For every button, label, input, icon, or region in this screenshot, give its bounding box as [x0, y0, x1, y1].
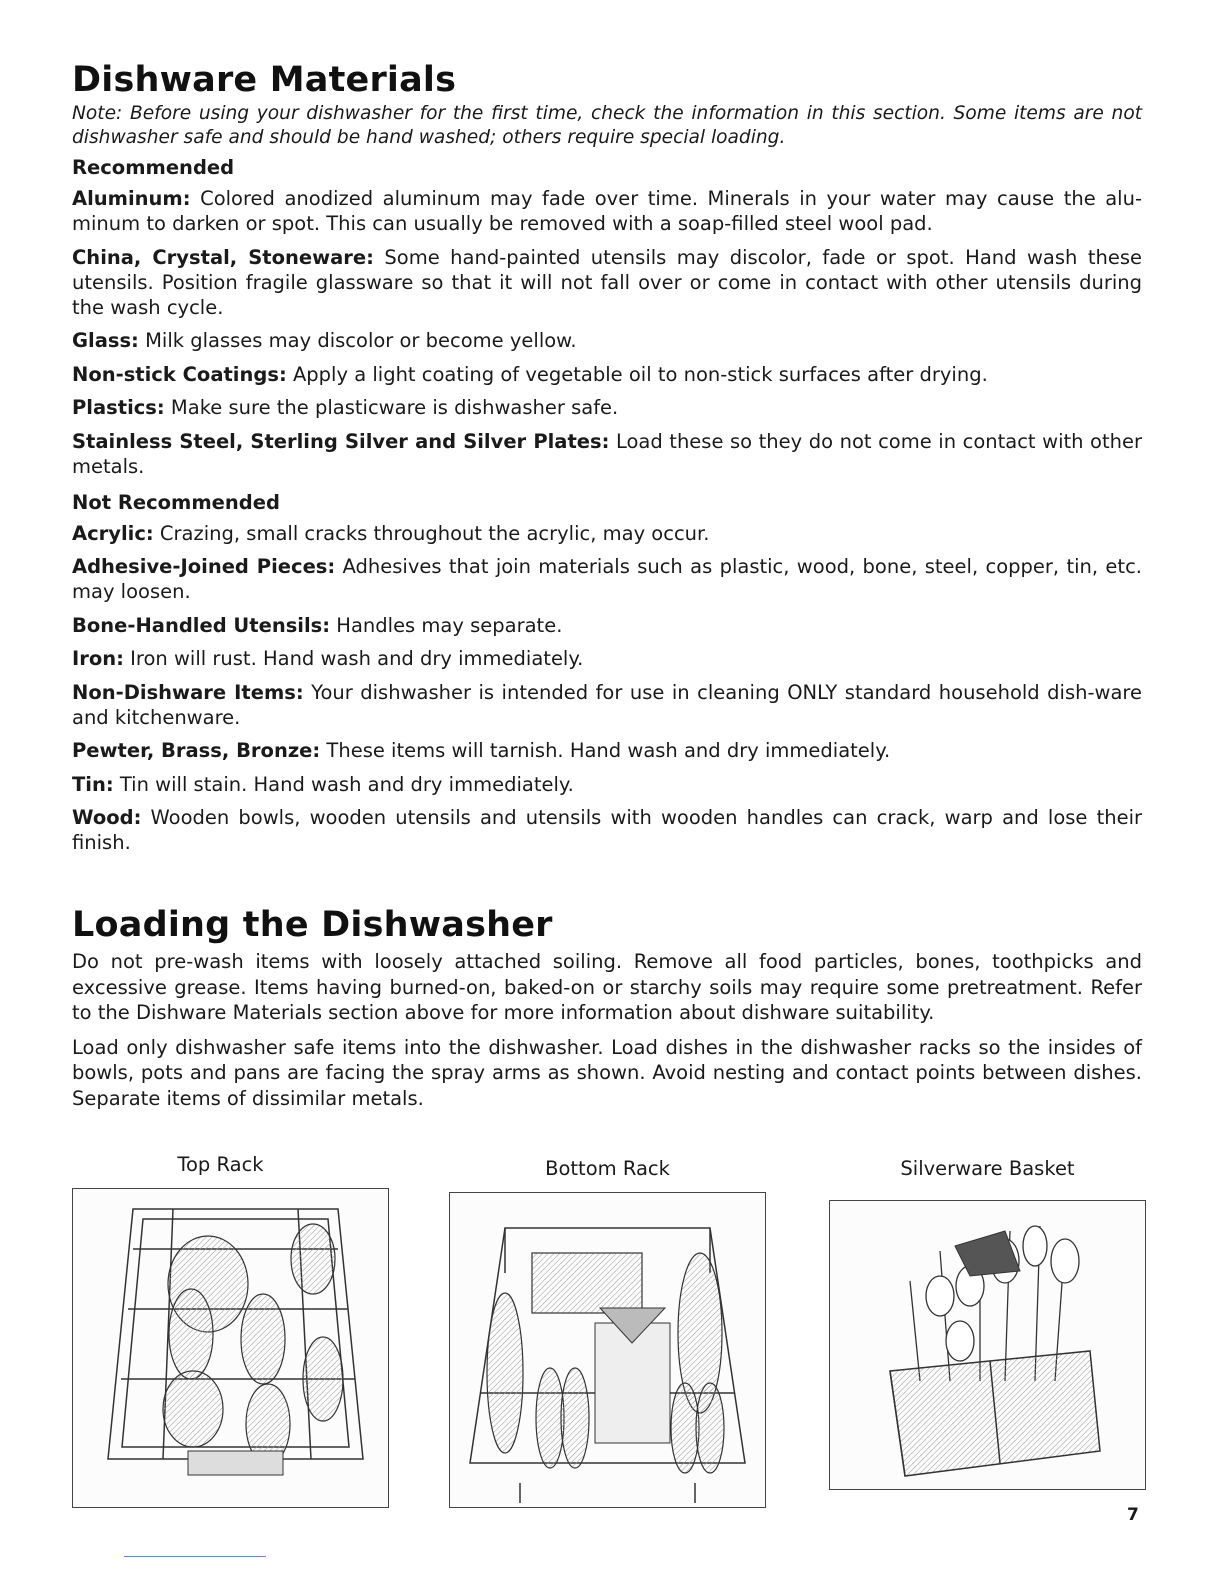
material-term: Pewter, Brass, Bronze: — [72, 739, 321, 762]
material-description: These items will tarnish. Hand wash and dry immediately. — [326, 739, 891, 762]
material-description: Load these so they do not come in contact with other metals. — [72, 429, 1142, 478]
material-entry — [72, 613, 1142, 638]
section-title-dishware: Dishware Materials — [72, 60, 457, 100]
not-recommended-list — [72, 521, 1142, 856]
material-entry — [72, 772, 1142, 797]
material-entry — [72, 245, 1142, 320]
caption-bottom-rack: Bottom Rack — [545, 1157, 670, 1180]
material-term: Non-stick Coatings: — [72, 362, 287, 386]
material-description: Apply a light coating of vegetable oil to non-stick surfaces after drying. — [292, 362, 988, 386]
material-entry — [72, 738, 1142, 763]
material-term: Plastics: — [72, 396, 165, 419]
material-term: Stainless Steel, Sterling Silver and Silver Plates: — [72, 429, 610, 453]
figure-top-rack — [72, 1152, 389, 1508]
material-term: Bone-Handled Utensils: — [72, 613, 331, 637]
material-description: Crazing, small cracks throughout the acrylic, may occur. — [159, 521, 710, 545]
material-description: Wooden bowls, wooden utensils and utensils with wooden handles can crack, warp and lose their finish. — [72, 806, 1143, 854]
material-description: Milk glasses may discolor or become yellow. — [145, 329, 577, 352]
figure-silverware-basket — [829, 1152, 1146, 1490]
material-term: Adhesive-Joined Pieces: — [72, 555, 336, 578]
not-recommended-heading: Not Recommended — [72, 490, 280, 514]
bottom-rack-drawing — [450, 1193, 765, 1507]
top-rack-illustration — [72, 1188, 389, 1508]
loading-paragraph-2: Load only dishwasher safe items into the dishwasher. Load dishes in the dishwasher racks so the insides of bowls, pots and pans are facing the spray arms as shown. Avoid nesting and contact points between dishes. Separate items of dissimilar metals. — [72, 1035, 1142, 1110]
material-description: Adhesives that join materials such as plastic, wood, bone, steel, copper, tin, etc. may loosen. — [72, 555, 1142, 603]
figure-bottom-rack — [449, 1152, 766, 1508]
material-entry — [72, 362, 1142, 387]
footer-rule — [124, 1556, 266, 1557]
material-description: Colored anodized aluminum may fade over time. Minerals in your water may cause the alu-minum to darken or spot. This can usually be removed with a soap-filled steel wool pad. — [72, 187, 1142, 235]
material-description: Iron will rust. Hand wash and dry immediately. — [130, 647, 584, 670]
material-entry — [72, 554, 1142, 604]
silverware-basket-illustration — [829, 1200, 1146, 1490]
material-entry — [72, 521, 1142, 546]
material-term: Non-Dishware Items: — [72, 680, 304, 704]
material-term: Wood: — [72, 806, 142, 829]
material-term: Acrylic: — [72, 521, 154, 545]
caption-top-rack: Top Rack — [177, 1153, 264, 1176]
page-content — [72, 58, 1142, 1120]
rack-figures — [72, 1152, 1146, 1512]
material-entry — [72, 328, 1142, 353]
intro-note: Note: Before using your dishwasher for the first time, check the information in this section. Some items are not dishwasher safe and should be hand washed; others require special loading. — [72, 103, 1142, 148]
material-entry — [72, 646, 1142, 671]
silverware-basket-drawing — [830, 1201, 1145, 1489]
loading-paragraph-1: Do not pre-wash items with loosely attached soiling. Remove all food particles, bones, toothpicks and excessive grease. Items having burned-on, baked-on or starchy soils may require some pretreatment. Refer to the Dishware Materials section above for more information about dishware suitability. — [72, 950, 1142, 1024]
material-description: Your dishwasher is intended for use in cleaning ONLY standard household dish-ware and kitchenware. — [72, 680, 1142, 729]
material-term: Iron: — [72, 647, 124, 670]
material-description: Some hand-painted utensils may discolor, fade or spot. Hand wash these utensils. Position fragile glassware so that it will not fall over or come in contact with other utensils during the wash cycle. — [72, 245, 1142, 319]
recommended-list — [72, 186, 1142, 479]
material-entry — [72, 395, 1142, 420]
material-term: China, Crystal, Stoneware: — [72, 245, 374, 269]
material-description: Tin will stain. Hand wash and dry immediately. — [119, 772, 574, 796]
material-entry — [72, 805, 1142, 855]
material-entry — [72, 186, 1142, 236]
bottom-rack-illustration — [449, 1192, 766, 1508]
material-term: Aluminum: — [72, 187, 191, 210]
top-rack-drawing — [73, 1189, 388, 1507]
material-entry — [72, 429, 1142, 479]
material-description: Handles may separate. — [336, 613, 563, 637]
caption-silverware-basket: Silverware Basket — [900, 1157, 1075, 1180]
recommended-heading: Recommended — [72, 156, 235, 179]
material-term: Tin: — [72, 772, 114, 796]
page-number: 7 — [1127, 1505, 1139, 1525]
material-term: Glass: — [72, 329, 139, 352]
section-title-loading: Loading the Dishwasher — [72, 905, 553, 945]
material-entry — [72, 680, 1142, 730]
material-description: Make sure the plasticware is dishwasher safe. — [170, 396, 619, 419]
